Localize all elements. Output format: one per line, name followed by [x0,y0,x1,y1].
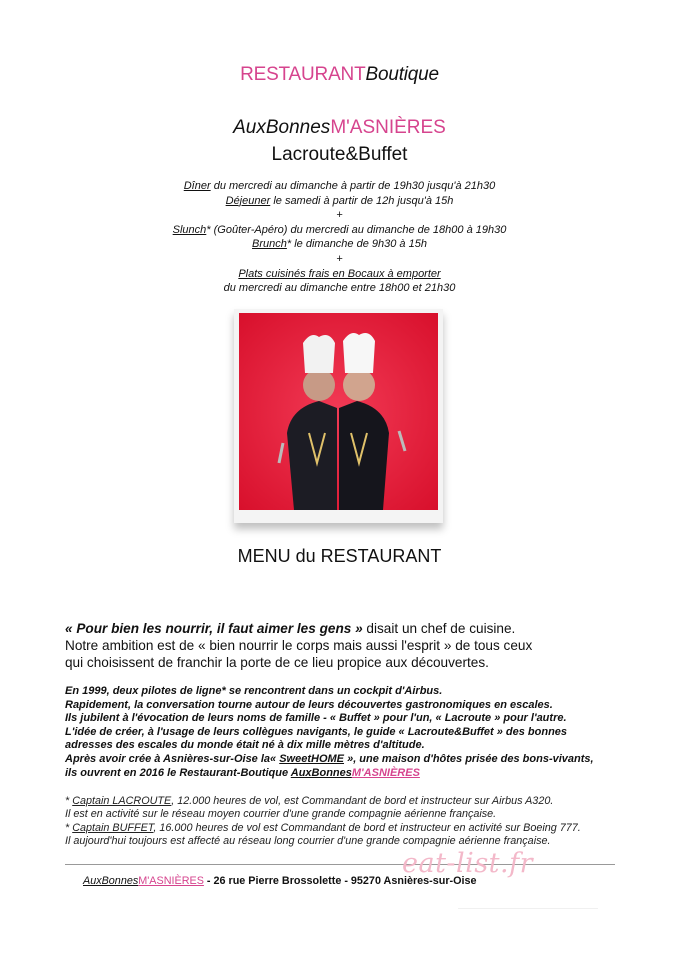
footer-address-text: - 26 rue Pierre Brossolette - 95270 Asnières-sur-Oise [203,875,477,887]
intro-quote-after: disait un chef de cuisine. [362,621,516,636]
story-line: Rapidement, la conversation tourne autour de leurs découvertes gastronomiques en escales. [65,698,553,711]
slunch-text: * (Goûter-Apéro) du mercredi au dimanche de 18h00 à 19h30 [206,223,507,236]
hours-plats [0,267,679,282]
footnote-text: , 12.000 heures de vol, est Commandant de bord et instructeur sur Airbus A320. [171,795,554,807]
hours-slunch [0,223,679,238]
intro-line-2: Notre ambition est de « bien nourrir le corps mais aussi l'esprit » de tous ceux [65,637,533,653]
footer-address [83,875,477,887]
brand-title [0,64,679,86]
footnote-star: * [65,821,73,834]
hours-brunch [0,237,679,252]
chefs-photo-illustration [239,313,438,510]
intro-paragraph [65,621,625,671]
sweethome-link[interactable]: SweetHOME [279,752,345,765]
captain-buffet-link[interactable]: Captain BUFFET [72,821,154,834]
dejeuner-text: le samedi à partir de 12h jusqu'à 15h [270,194,454,207]
footnote-1-line2: Il est en activité sur le réseau moyen courrier d'une grande compagnie aérienne française. [65,808,497,821]
dejeuner-label: Déjeuner [225,194,271,207]
opening-hours [0,179,679,296]
slunch-label: Slunch [172,223,207,236]
footnotes [65,795,625,849]
footer-brand-auxbonnes[interactable]: AuxBonnes [83,875,139,887]
brunch-label: Brunch [252,238,287,251]
footnote-star: * [65,795,73,807]
hours-dejeuner [0,194,679,209]
diner-text: du mercredi au dimanche à partir de 19h30 jusqu'à 21h30 [210,180,496,192]
plus-separator-2: + [336,252,343,265]
captain-lacroute-link[interactable]: Captain LACROUTE [72,795,172,807]
subtitle-lacroute-buffet: Lacroute&Buffet [271,144,408,165]
story-line: adresses des escales du monde était né à dix mille mètres d'altitude. [65,739,425,752]
hours-diner [0,179,679,194]
masnieres-link[interactable]: M'ASNIÈRES [351,766,420,779]
story-line [65,753,625,767]
watermark: eat-list.fr [402,848,534,879]
story-paragraph [65,685,625,780]
auxbonnes-link[interactable]: AuxBonnes [290,766,352,779]
plats-label: Plats cuisinés frais en Bocaux à emporter [238,267,441,280]
footnote-2 [65,822,625,835]
intro-line-1 [65,621,625,638]
name-masnieres: M'ASNIÈRES [330,117,446,138]
diner-label: Dîner [183,180,211,192]
footer-brand-masnieres[interactable]: M'ASNIÈRES [138,875,204,887]
restaurant-name [0,117,679,139]
story-line: L'idée de créer, à l'usage de leurs collègues navigants, le guide « Lacroute&Buffet » des bonnes [65,725,568,738]
story-text: », une maison d'hôtes prisée des bons-vivants, [344,752,594,765]
name-auxbonnes: AuxBonnes [233,117,331,138]
story-text: ils ouvrent en 2016 le Restaurant-Boutique [65,766,291,779]
plats-text: du mercredi au dimanche entre 18h00 et 21h30 [223,282,456,295]
menu-title: MENU du RESTAURANT [237,546,442,566]
story-line: Ils jubilent à l'évocation de leurs noms de famille - « Buffet » pour l'un, « Lacroute » pour l'autre. [65,712,567,725]
story-line [65,767,625,781]
intro-line-3: qui choisissent de franchir la porte de ce lieu propice aux découvertes. [65,654,489,670]
faint-divider [458,908,598,909]
story-line: En 1999, deux pilotes de ligne* se rencontrent dans un cockpit d'Airbus. [65,685,443,697]
intro-quote: « Pour bien les nourrir, il faut aimer les gens » [65,621,363,636]
story-text: Après avoir crée à Asnières-sur-Oise la« [65,752,280,765]
brunch-text: * le dimanche de 9h30 à 15h [286,238,427,251]
footnote-2-line2: Il aujourd'hui toujours est affecté au réseau long courrier d'une grande compagnie aérienne française. [65,835,551,848]
brand-boutique: Boutique [365,64,439,85]
footnote-text: , 16.000 heures de vol est Commandant de bord et instructeur en activité sur Boeing 777. [153,821,581,834]
footnote-1 [65,795,625,808]
chefs-photo [234,309,443,523]
brand-restaurant: RESTAURANT [240,64,366,85]
plus-separator: + [336,209,343,222]
